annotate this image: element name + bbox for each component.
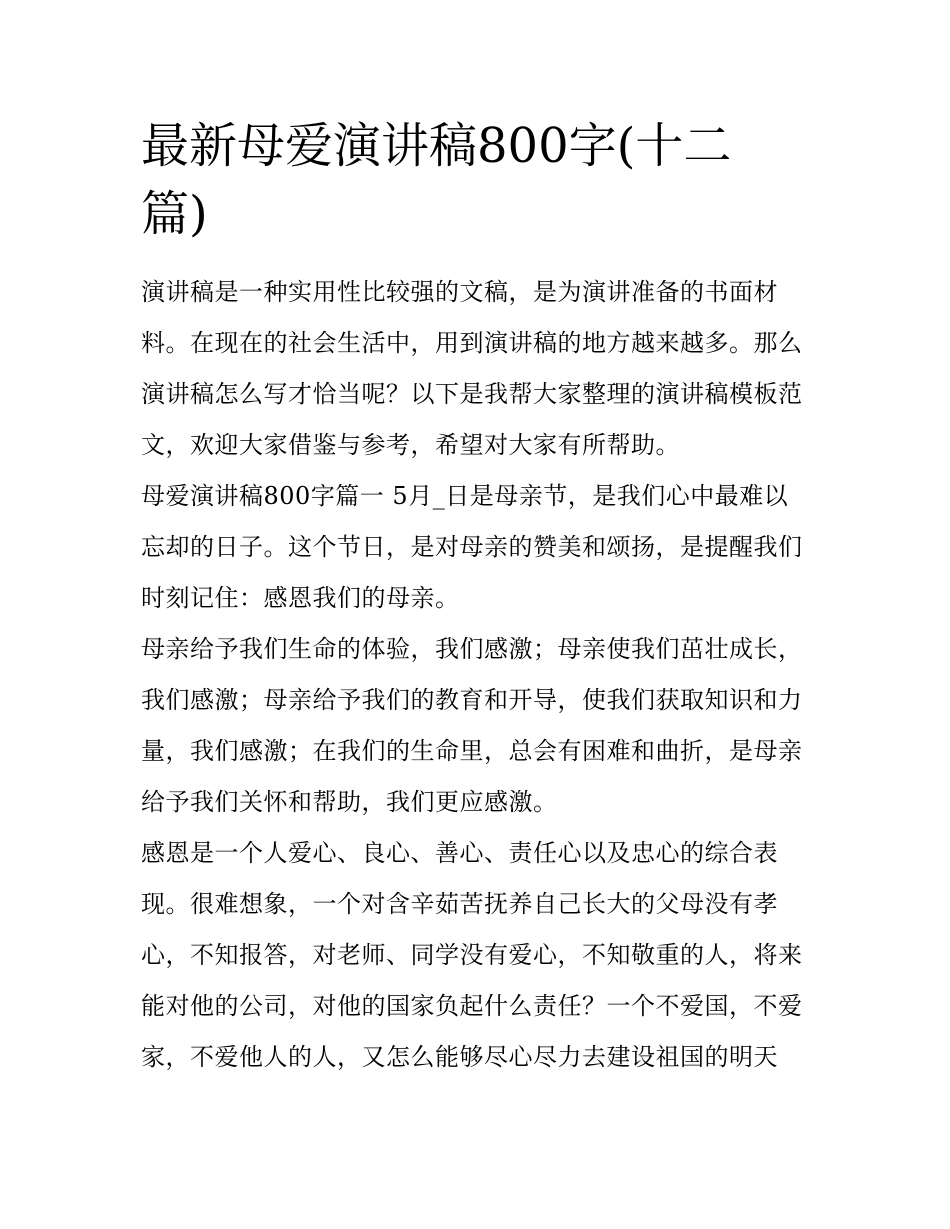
title-line: 篇) xyxy=(141,186,208,242)
text-line: 忘却的日子。这个节日，是对母亲的赞美和颂扬，是提醒我们 xyxy=(141,533,803,561)
text-line: 给予我们关怀和帮助，我们更应感激。 xyxy=(141,788,558,816)
text-line: 母亲给予我们生命的体验，我们感激；母亲使我们茁壮成长， xyxy=(141,635,803,663)
text-line: 心，不知报答，对老师、同学没有爱心，不知敬重的人，将来 xyxy=(141,941,803,969)
text-line: 料。在现在的社会生活中，用到演讲稿的地方越来越多。那么 xyxy=(141,329,803,357)
text-line: 家，不爱他人的人，又怎么能够尽心尽力去建设祖国的明天 xyxy=(141,1043,778,1071)
document-page xyxy=(141,112,813,1083)
text-line: 母爱演讲稿800字篇一 5月_日是母亲节，是我们心中最难以 xyxy=(141,482,789,510)
document-title xyxy=(141,112,813,248)
text-line: 现。很难想象，一个对含辛茹苦抚养自己长大的父母没有孝 xyxy=(141,890,778,918)
text-line: 能对他的公司，对他的国家负起什么责任？一个不爱国，不爱 xyxy=(141,992,803,1020)
text-line: 时刻记住：感恩我们的母亲。 xyxy=(141,584,460,612)
text-line: 感恩是一个人爱心、良心、善心、责任心以及忠心的综合表 xyxy=(141,839,778,867)
title-line: 最新母爱演讲稿800字(十二 xyxy=(141,118,732,174)
text-line: 我们感激；母亲给予我们的教育和开导，使我们获取知识和力 xyxy=(141,686,803,714)
text-line: 文，欢迎大家借鉴与参考，希望对大家有所帮助。 xyxy=(141,431,680,459)
text-line: 演讲稿是一种实用性比较强的文稿，是为演讲准备的书面材 xyxy=(141,278,778,306)
document-body xyxy=(141,267,813,1083)
text-line: 量，我们感激；在我们的生命里，总会有困难和曲折，是母亲 xyxy=(141,737,803,765)
text-line: 演讲稿怎么写才恰当呢？以下是我帮大家整理的演讲稿模板范 xyxy=(141,380,803,408)
